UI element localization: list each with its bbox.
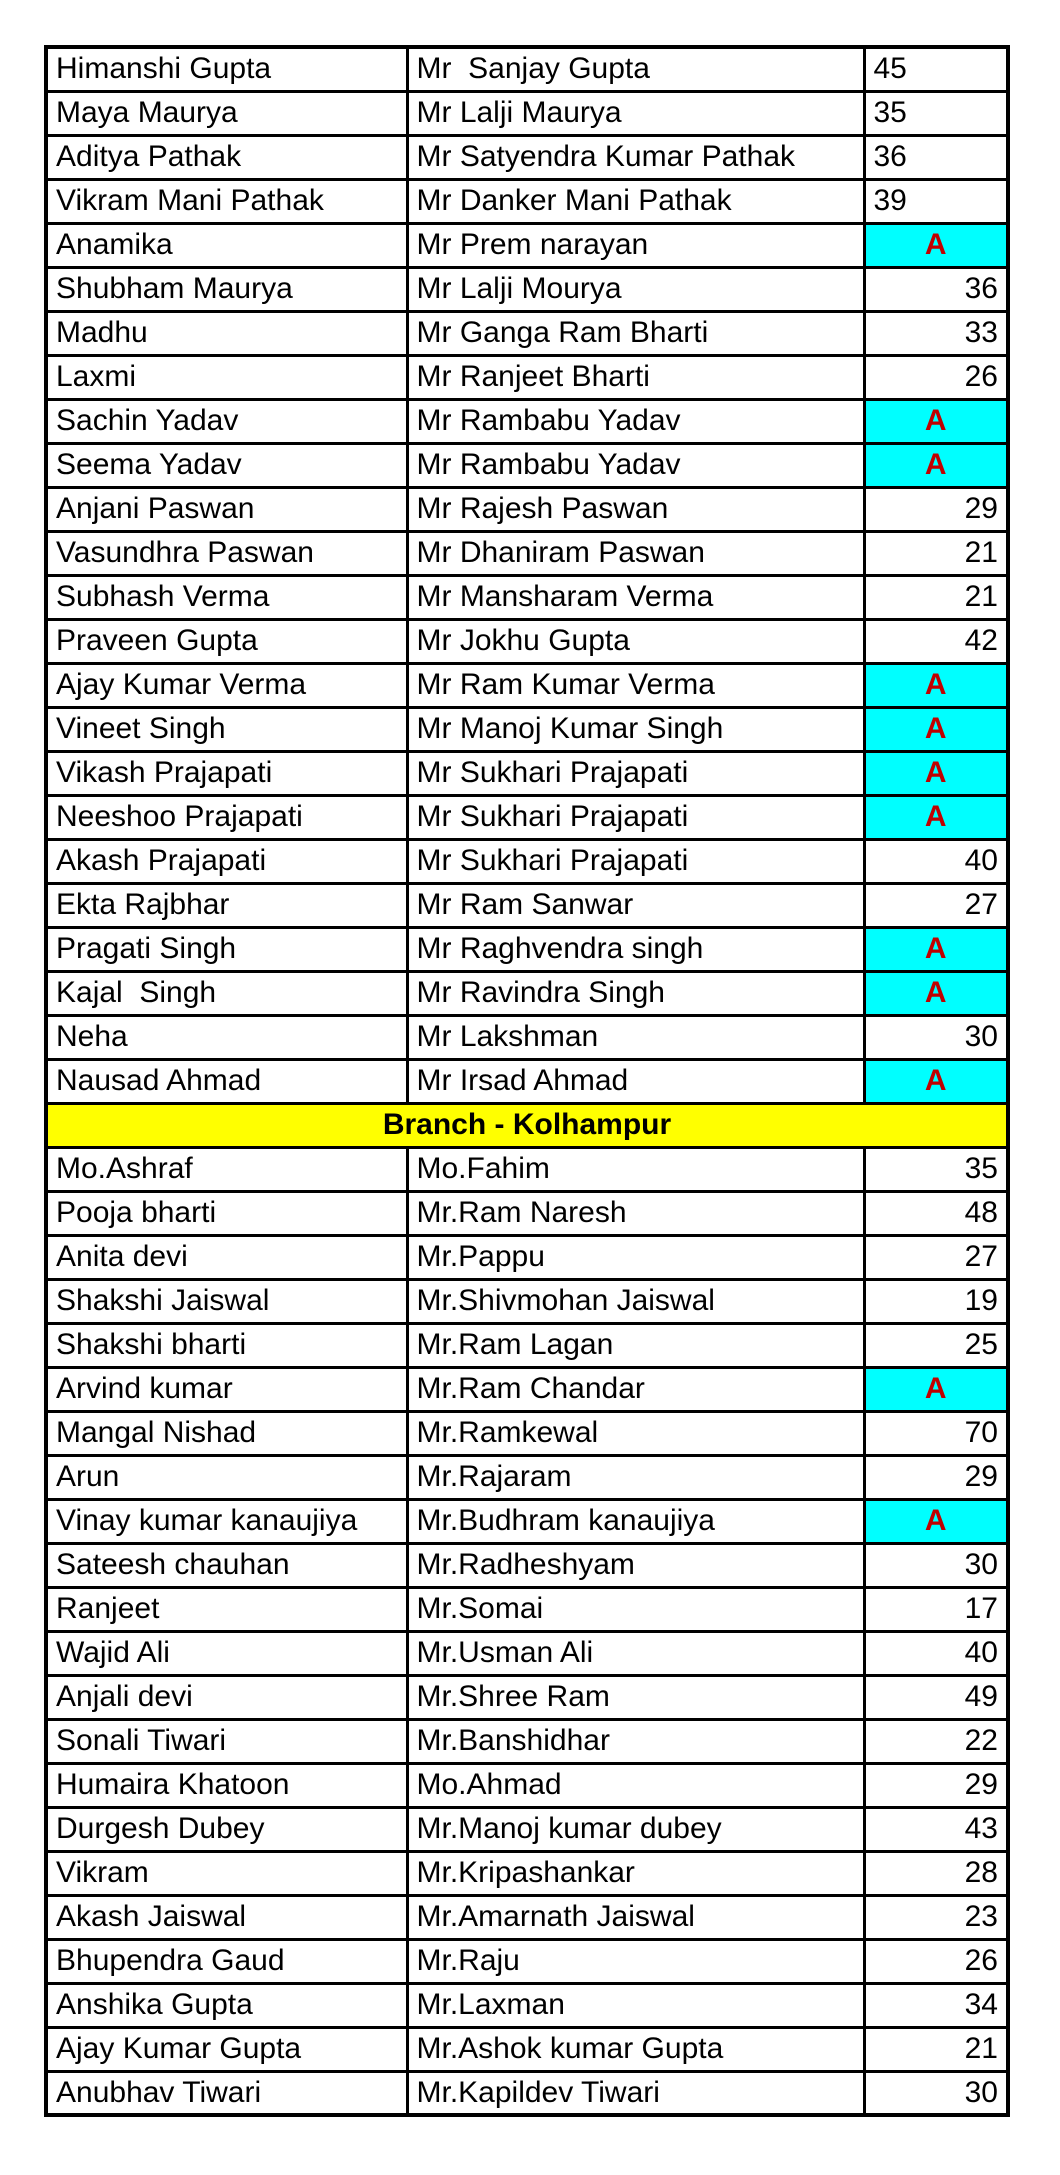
student-name-cell: Bhupendra Gaud <box>46 1939 407 1983</box>
father-name-cell: Mr Manoj Kumar Singh <box>407 707 864 751</box>
table-row <box>46 1895 1008 1939</box>
father-name-cell: Mo.Ahmad <box>407 1763 864 1807</box>
absent-marker-cell: A <box>864 1367 1008 1411</box>
father-name-cell: Mr Ram Kumar Verma <box>407 663 864 707</box>
father-name-cell: Mr.Usman Ali <box>407 1631 864 1675</box>
absent-marker-cell: A <box>864 1059 1008 1103</box>
student-name-cell: Durgesh Dubey <box>46 1807 407 1851</box>
table-row <box>46 1015 1008 1059</box>
age-cell: 23 <box>864 1895 1008 1939</box>
absent-marker-cell: A <box>864 223 1008 267</box>
table-row <box>46 1983 1008 2027</box>
table-row <box>46 1235 1008 1279</box>
table-row <box>46 1499 1008 1543</box>
student-name-cell: Laxmi <box>46 355 407 399</box>
father-name-cell: Mr.Laxman <box>407 1983 864 2027</box>
student-name-cell: Anjali devi <box>46 1675 407 1719</box>
age-cell: 27 <box>864 1235 1008 1279</box>
student-name-cell: Akash Jaiswal <box>46 1895 407 1939</box>
absent-marker-cell: A <box>864 399 1008 443</box>
absent-marker-cell: A <box>864 927 1008 971</box>
student-name-cell: Sonali Tiwari <box>46 1719 407 1763</box>
father-name-cell: Mr.Ashok kumar Gupta <box>407 2027 864 2071</box>
student-name-cell: Neeshoo Prajapati <box>46 795 407 839</box>
table-row <box>46 355 1008 399</box>
father-name-cell: Mr Satyendra Kumar Pathak <box>407 135 864 179</box>
father-name-cell: Mr Prem narayan <box>407 223 864 267</box>
student-name-cell: Seema Yadav <box>46 443 407 487</box>
age-cell: 36 <box>864 135 1008 179</box>
table-row <box>46 1411 1008 1455</box>
age-cell: 70 <box>864 1411 1008 1455</box>
table-row <box>46 1455 1008 1499</box>
age-cell: 17 <box>864 1587 1008 1631</box>
father-name-cell: Mr.Kripashankar <box>407 1851 864 1895</box>
table-row <box>46 1367 1008 1411</box>
age-cell: 48 <box>864 1191 1008 1235</box>
table-row <box>46 575 1008 619</box>
table-row <box>46 795 1008 839</box>
student-name-cell: Aditya Pathak <box>46 135 407 179</box>
age-cell: 21 <box>864 531 1008 575</box>
father-name-cell: Mr Rambabu Yadav <box>407 443 864 487</box>
father-name-cell: Mr Sukhari Prajapati <box>407 795 864 839</box>
table-row <box>46 1587 1008 1631</box>
father-name-cell: Mr Lalji Maurya <box>407 91 864 135</box>
student-name-cell: Shakshi bharti <box>46 1323 407 1367</box>
father-name-cell: Mr.Ramkewal <box>407 1411 864 1455</box>
table-row <box>46 663 1008 707</box>
father-name-cell: Mr Jokhu Gupta <box>407 619 864 663</box>
age-cell: 30 <box>864 1015 1008 1059</box>
father-name-cell: Mr Lalji Mourya <box>407 267 864 311</box>
student-name-cell: Subhash Verma <box>46 575 407 619</box>
father-name-cell: Mr.Budhram kanaujiya <box>407 1499 864 1543</box>
student-name-cell: Madhu <box>46 311 407 355</box>
student-name-cell: Praveen Gupta <box>46 619 407 663</box>
student-name-cell: Sateesh chauhan <box>46 1543 407 1587</box>
table-row <box>46 1939 1008 1983</box>
age-cell: 42 <box>864 619 1008 663</box>
attendance-table-body <box>46 47 1008 2115</box>
table-row <box>46 619 1008 663</box>
father-name-cell: Mr Irsad Ahmad <box>407 1059 864 1103</box>
student-name-cell: Anita devi <box>46 1235 407 1279</box>
absent-marker-cell: A <box>864 971 1008 1015</box>
table-row <box>46 135 1008 179</box>
table-row <box>46 1631 1008 1675</box>
father-name-cell: Mr Sukhari Prajapati <box>407 751 864 795</box>
father-name-cell: Mr.Rajaram <box>407 1455 864 1499</box>
student-name-cell: Nausad Ahmad <box>46 1059 407 1103</box>
age-cell: 30 <box>864 2071 1008 2115</box>
age-cell: 35 <box>864 91 1008 135</box>
table-row <box>46 487 1008 531</box>
father-name-cell: Mr.Somai <box>407 1587 864 1631</box>
father-name-cell: Mr Rajesh Paswan <box>407 487 864 531</box>
age-cell: 49 <box>864 1675 1008 1719</box>
absent-marker-cell: A <box>864 1499 1008 1543</box>
father-name-cell: Mr Ganga Ram Bharti <box>407 311 864 355</box>
student-name-cell: Mo.Ashraf <box>46 1147 407 1191</box>
student-name-cell: Ranjeet <box>46 1587 407 1631</box>
age-cell: 26 <box>864 1939 1008 1983</box>
student-name-cell: Vikram <box>46 1851 407 1895</box>
table-row <box>46 1763 1008 1807</box>
father-name-cell: Mr.Ram Naresh <box>407 1191 864 1235</box>
student-name-cell: Himanshi Gupta <box>46 47 407 91</box>
student-name-cell: Shakshi Jaiswal <box>46 1279 407 1323</box>
father-name-cell: Mr.Shree Ram <box>407 1675 864 1719</box>
age-cell: 26 <box>864 355 1008 399</box>
student-name-cell: Wajid Ali <box>46 1631 407 1675</box>
father-name-cell: Mr Rambabu Yadav <box>407 399 864 443</box>
age-cell: 45 <box>864 47 1008 91</box>
age-cell: 40 <box>864 1631 1008 1675</box>
table-row <box>46 443 1008 487</box>
table-row <box>46 223 1008 267</box>
table-row <box>46 707 1008 751</box>
student-name-cell: Arun <box>46 1455 407 1499</box>
absent-marker-cell: A <box>864 707 1008 751</box>
father-name-cell: Mr.Radheshyam <box>407 1543 864 1587</box>
age-cell: 35 <box>864 1147 1008 1191</box>
father-name-cell: Mr Sukhari Prajapati <box>407 839 864 883</box>
age-cell: 29 <box>864 1455 1008 1499</box>
student-name-cell: Humaira Khatoon <box>46 1763 407 1807</box>
student-name-cell: Maya Maurya <box>46 91 407 135</box>
father-name-cell: Mr Danker Mani Pathak <box>407 179 864 223</box>
student-name-cell: Anshika Gupta <box>46 1983 407 2027</box>
father-name-cell: Mr Raghvendra singh <box>407 927 864 971</box>
student-name-cell: Anjani Paswan <box>46 487 407 531</box>
father-name-cell: Mr Dhaniram Paswan <box>407 531 864 575</box>
father-name-cell: Mr Sanjay Gupta <box>407 47 864 91</box>
father-name-cell: Mr.Pappu <box>407 1235 864 1279</box>
father-name-cell: Mr.Shivmohan Jaiswal <box>407 1279 864 1323</box>
student-name-cell: Ajay Kumar Verma <box>46 663 407 707</box>
table-row <box>46 399 1008 443</box>
table-row <box>46 1323 1008 1367</box>
father-name-cell: Mr.Manoj kumar dubey <box>407 1807 864 1851</box>
table-row <box>46 751 1008 795</box>
table-row <box>46 1719 1008 1763</box>
branch-banner: Branch - Kolhampur <box>46 1103 1008 1147</box>
absent-marker-cell: A <box>864 751 1008 795</box>
father-name-cell: Mr.Raju <box>407 1939 864 1983</box>
age-cell: 30 <box>864 1543 1008 1587</box>
father-name-cell: Mr Ranjeet Bharti <box>407 355 864 399</box>
table-row <box>46 91 1008 135</box>
student-name-cell: Anamika <box>46 223 407 267</box>
table-row <box>46 531 1008 575</box>
age-cell: 29 <box>864 487 1008 531</box>
table-row <box>46 311 1008 355</box>
student-name-cell: Pragati Singh <box>46 927 407 971</box>
absent-marker-cell: A <box>864 663 1008 707</box>
student-name-cell: Vinay kumar kanaujiya <box>46 1499 407 1543</box>
age-cell: 21 <box>864 575 1008 619</box>
age-cell: 19 <box>864 1279 1008 1323</box>
table-row <box>46 839 1008 883</box>
age-cell: 29 <box>864 1763 1008 1807</box>
table-row <box>46 179 1008 223</box>
table-row <box>46 1279 1008 1323</box>
age-cell: 40 <box>864 839 1008 883</box>
age-cell: 27 <box>864 883 1008 927</box>
father-name-cell: Mr.Ram Chandar <box>407 1367 864 1411</box>
branch-banner-row <box>46 1103 1008 1147</box>
table-row <box>46 2027 1008 2071</box>
student-name-cell: Ekta Rajbhar <box>46 883 407 927</box>
attendance-table <box>44 45 1010 2117</box>
age-cell: 39 <box>864 179 1008 223</box>
student-name-cell: Vasundhra Paswan <box>46 531 407 575</box>
table-row <box>46 883 1008 927</box>
father-name-cell: Mr Ram Sanwar <box>407 883 864 927</box>
age-cell: 34 <box>864 1983 1008 2027</box>
table-row <box>46 47 1008 91</box>
father-name-cell: Mr Lakshman <box>407 1015 864 1059</box>
father-name-cell: Mr Ravindra Singh <box>407 971 864 1015</box>
student-name-cell: Vikram Mani Pathak <box>46 179 407 223</box>
student-name-cell: Akash Prajapati <box>46 839 407 883</box>
student-name-cell: Kajal Singh <box>46 971 407 1015</box>
father-name-cell: Mo.Fahim <box>407 1147 864 1191</box>
student-name-cell: Vineet Singh <box>46 707 407 751</box>
father-name-cell: Mr.Ram Lagan <box>407 1323 864 1367</box>
student-name-cell: Neha <box>46 1015 407 1059</box>
age-cell: 36 <box>864 267 1008 311</box>
father-name-cell: Mr.Banshidhar <box>407 1719 864 1763</box>
table-row <box>46 971 1008 1015</box>
table-row <box>46 1851 1008 1895</box>
absent-marker-cell: A <box>864 443 1008 487</box>
father-name-cell: Mr.Kapildev Tiwari <box>407 2071 864 2115</box>
age-cell: 33 <box>864 311 1008 355</box>
student-name-cell: Anubhav Tiwari <box>46 2071 407 2115</box>
age-cell: 21 <box>864 2027 1008 2071</box>
absent-marker-cell: A <box>864 795 1008 839</box>
student-name-cell: Arvind kumar <box>46 1367 407 1411</box>
table-row <box>46 267 1008 311</box>
father-name-cell: Mr Mansharam Verma <box>407 575 864 619</box>
table-row <box>46 2071 1008 2115</box>
student-name-cell: Mangal Nishad <box>46 1411 407 1455</box>
student-name-cell: Pooja bharti <box>46 1191 407 1235</box>
table-row <box>46 1059 1008 1103</box>
student-name-cell: Ajay Kumar Gupta <box>46 2027 407 2071</box>
age-cell: 43 <box>864 1807 1008 1851</box>
student-name-cell: Shubham Maurya <box>46 267 407 311</box>
age-cell: 25 <box>864 1323 1008 1367</box>
father-name-cell: Mr.Amarnath Jaiswal <box>407 1895 864 1939</box>
table-row <box>46 1675 1008 1719</box>
age-cell: 22 <box>864 1719 1008 1763</box>
student-name-cell: Sachin Yadav <box>46 399 407 443</box>
table-row <box>46 1807 1008 1851</box>
table-row <box>46 1543 1008 1587</box>
table-row <box>46 1191 1008 1235</box>
table-row <box>46 927 1008 971</box>
student-name-cell: Vikash Prajapati <box>46 751 407 795</box>
table-row <box>46 1147 1008 1191</box>
age-cell: 28 <box>864 1851 1008 1895</box>
